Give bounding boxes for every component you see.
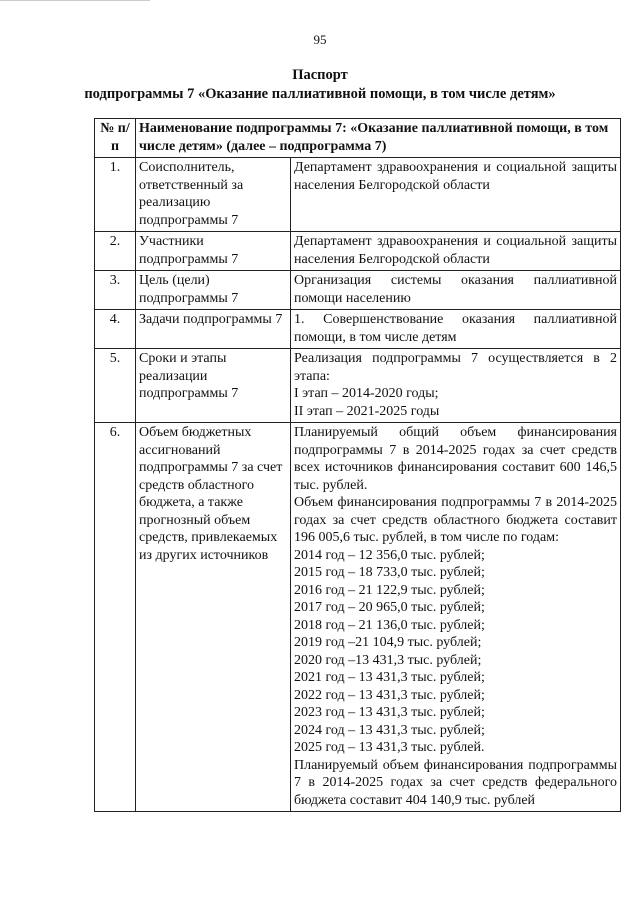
row-value: Организация системы оказания паллиативной помощи населению [291, 271, 621, 310]
financing-year-item: 2020 год –13 431,3 тыс. рублей; [294, 652, 482, 668]
table-row [95, 423, 621, 812]
row-value-financing [291, 423, 621, 812]
row-label: Сроки и этапы реализации подпрограммы 7 [136, 349, 291, 423]
passport-table [94, 118, 621, 812]
financing-year-item: 2016 год – 21 122,9 тыс. рублей; [294, 582, 485, 598]
row-label: Соисполнитель, ответственный за реализацию подпрограммы 7 [136, 158, 291, 232]
row-label: Задачи подпрограммы 7 [136, 310, 291, 349]
row-label: Цель (цели) подпрограммы 7 [136, 271, 291, 310]
row-number: 6. [95, 423, 136, 812]
row-value: Департамент здравоохранения и социальной защиты населения Белгородской области [291, 158, 621, 232]
financing-federal-text: Планируемый объем финансирования подпрограммы 7 в 2014-2025 годах за счет средств федерального бюджета составит 404 140,9 тыс. рублей [294, 757, 617, 808]
title-line-subprogram: подпрограммы 7 «Оказание паллиативной помощи, в том числе детям» [84, 86, 556, 102]
financing-year-item: 2024 год – 13 431,3 тыс. рублей; [294, 722, 485, 738]
page-number: 95 [313, 32, 327, 47]
financing-year-item: 2022 год – 13 431,3 тыс. рублей; [294, 687, 485, 703]
row-number: 2. [95, 232, 136, 271]
financing-year-item: 2017 год – 20 965,0 тыс. рублей; [294, 600, 485, 615]
table-row [95, 158, 621, 232]
row-number: 3. [95, 271, 136, 310]
table-row [95, 349, 621, 423]
financing-year-item: 2021 год – 13 431,3 тыс. рублей; [294, 670, 485, 685]
financing-regional-text: Объем финансирования подпрограммы 7 в 2014-2025 годах за счет средств областного бюджета составит 196 005,6 тыс. рублей, в том числе по годам: [294, 495, 617, 545]
financing-year-item: 2019 год –21 104,9 тыс. рублей; [294, 635, 482, 650]
table-row [95, 310, 621, 349]
document-title [0, 66, 640, 104]
title-line-passport: Паспорт [292, 67, 348, 83]
header-number-cell: № п/п [95, 119, 136, 158]
stage-item: I этап – 2014-2020 годы; [294, 386, 439, 401]
financing-year-item: 2014 год – 12 356,0 тыс. рублей; [294, 547, 485, 563]
row-value: 1. Совершенствование оказания паллиативной помощи, в том числе детям [291, 310, 621, 349]
row-number: 4. [95, 310, 136, 349]
row-label: Объем бюджетных ассигнований подпрограммы 7 за счет средств областного бюджета, а также прогнозный объем средств, привлекаемых из других источников [136, 423, 291, 812]
scan-edge-mark [0, 0, 150, 3]
table-header-row [95, 119, 621, 158]
financing-year-item: 2015 год – 18 733,0 тыс. рублей; [294, 565, 485, 580]
row-number: 5. [95, 349, 136, 423]
financing-year-item: 2018 год – 21 136,0 тыс. рублей; [294, 617, 485, 633]
header-subprogram-name-cell: Наименование подпрограммы 7: «Оказание паллиативной помощи, в том числе детям» (далее – подпрограмма 7) [136, 119, 621, 158]
row-value-stages [291, 349, 621, 423]
stages-intro: Реализация подпрограммы 7 осуществляется в 2 этапа: [294, 351, 617, 384]
financing-total-text: Планируемый общий объем финансирования подпрограммы 7 в 2014-2025 годах за счет средств всех источников финансирования составит 600 146,5 тыс. рублей. [294, 425, 617, 493]
row-label: Участники подпрограммы 7 [136, 232, 291, 271]
table-row [95, 271, 621, 310]
table-row [95, 232, 621, 271]
financing-year-item: 2025 год – 13 431,3 тыс. рублей. [294, 740, 485, 755]
stage-item: II этап – 2021-2025 годы [294, 403, 440, 419]
financing-year-item: 2023 год – 13 431,3 тыс. рублей; [294, 705, 485, 720]
row-value: Департамент здравоохранения и социальной защиты населения Белгородской области [291, 232, 621, 271]
row-number: 1. [95, 158, 136, 232]
